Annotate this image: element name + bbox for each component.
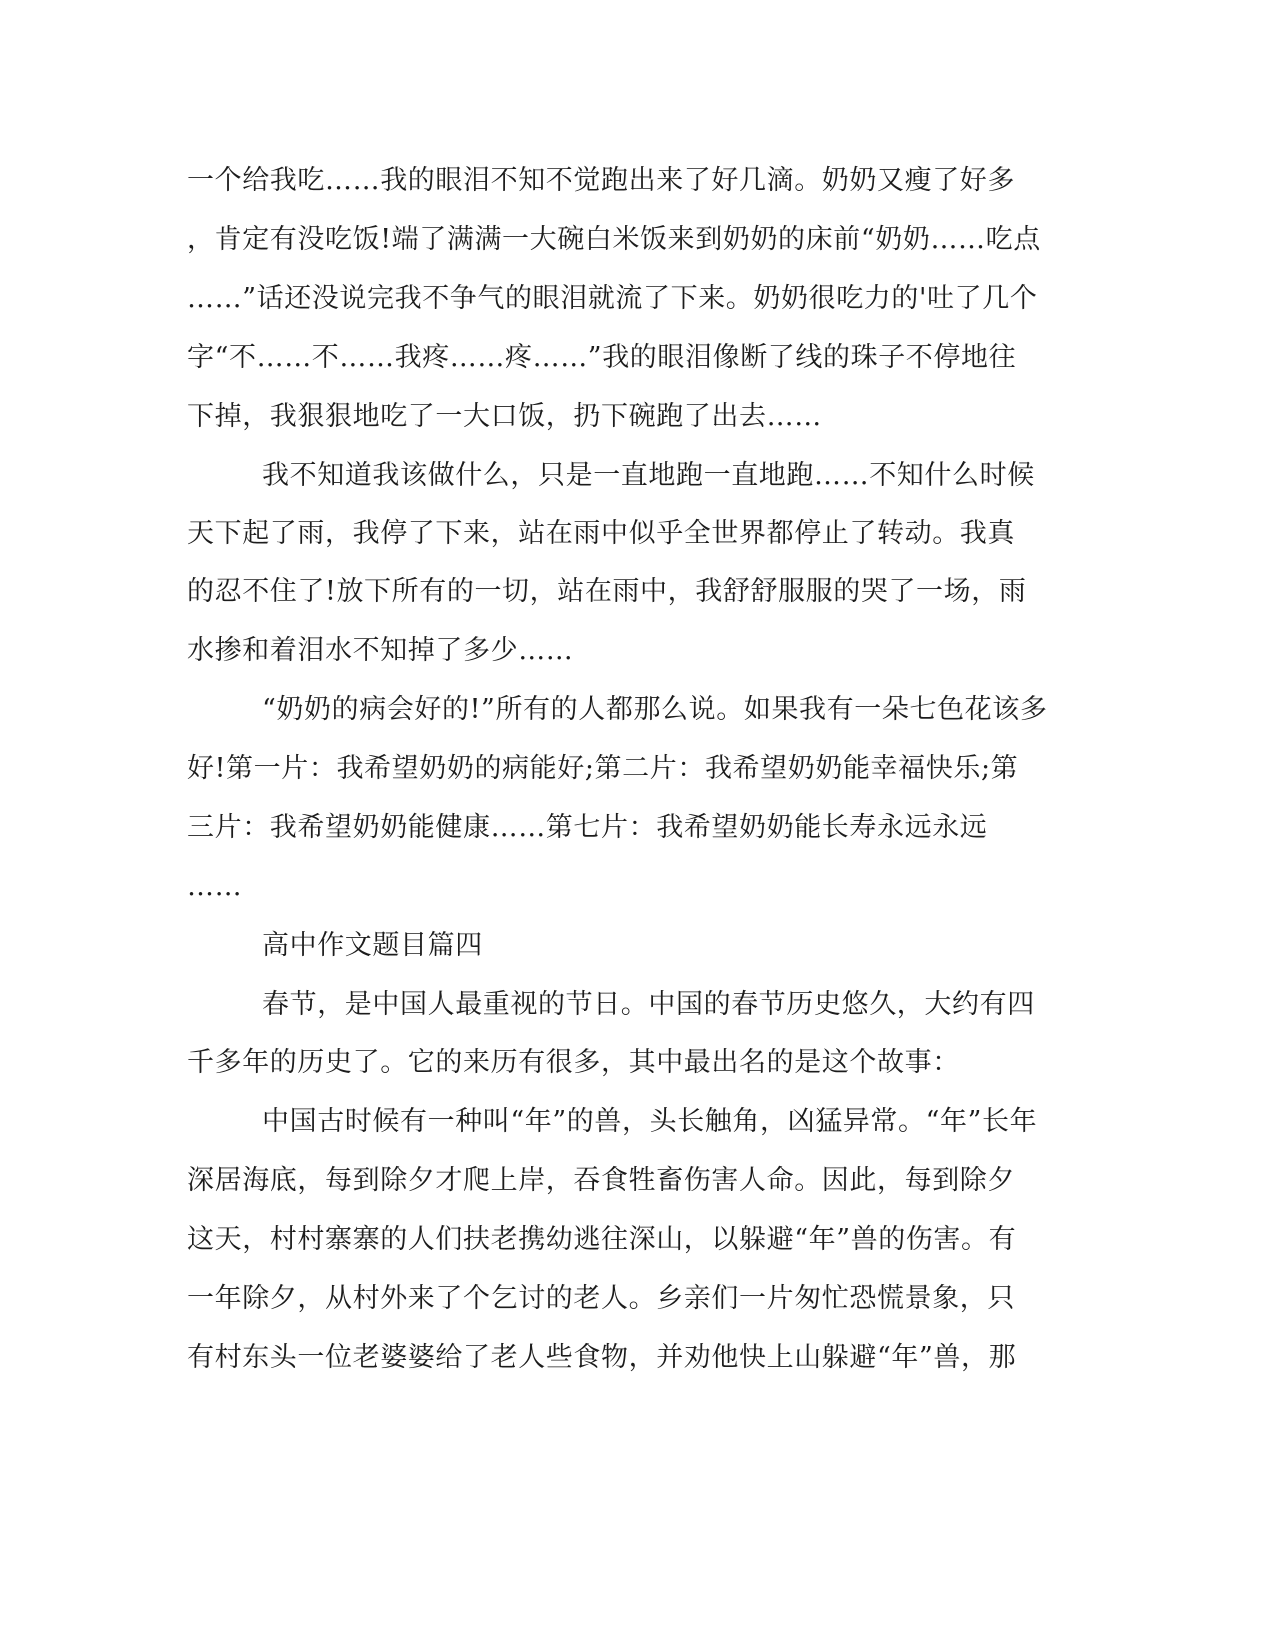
section-heading: 高中作文题目篇四: [262, 930, 483, 961]
text-line: 这天，村村寨寨的人们扶老携幼逃往深山，以躲避“年”兽的伤害。有: [187, 1224, 1017, 1255]
text-line: 千多年的历史了。它的来历有很多，其中最出名的是这个故事：: [187, 1047, 960, 1078]
text-line: 有村东头一位老婆婆给了老人些食物，并劝他快上山躲避“年”兽，那: [187, 1342, 1017, 1373]
text-line: 天下起了雨，我停了下来，站在雨中似乎全世界都停止了转动。我真: [187, 518, 1015, 549]
text-line: ，肯定有没吃饭!端了满满一大碗白米饭来到奶奶的床前“奶奶……吃点: [187, 224, 1041, 255]
text-line: 下掉，我狠狠地吃了一大口饭，扔下碗跑了出去……: [187, 401, 822, 432]
text-line: ……: [187, 871, 243, 902]
text-line: 一年除夕，从村外来了个乞讨的老人。乡亲们一片匆忙恐慌景象，只: [187, 1283, 1015, 1314]
paragraph-first-line: 中国古时候有一种叫“年”的兽，头长触角，凶猛异常。“年”长年: [262, 1106, 1038, 1137]
text-line: 好!第一片：我希望奶奶的病能好;第二片：我希望奶奶能幸福快乐;第: [187, 753, 1019, 784]
paragraph-first-line: 春节，是中国人最重视的节日。中国的春节历史悠久，大约有四: [262, 989, 1035, 1020]
text-line: 的忍不住了!放下所有的一切，站在雨中，我舒舒服服的哭了一场，雨: [187, 576, 1027, 607]
text-line: 深居海底，每到除夕才爬上岸，吞食牲畜伤害人命。因此，每到除夕: [187, 1165, 1015, 1196]
text-line: 字“不……不……我疼……疼……”我的眼泪像断了线的珠子不停地往: [187, 342, 1017, 373]
paragraph-first-line: “奶奶的病会好的!”所有的人都那么说。如果我有一朵七色花该多: [262, 694, 1048, 725]
text-line: ……”话还没说完我不争气的眼泪就流了下来。奶奶很吃力的'吐了几个: [187, 283, 1038, 314]
text-line: 一个给我吃……我的眼泪不知不觉跑出来了好几滴。奶奶又瘦了好多: [187, 165, 1015, 196]
text-line: 水掺和着泪水不知掉了多少……: [187, 635, 574, 666]
paragraph-first-line: 我不知道我该做什么，只是一直地跑一直地跑……不知什么时候: [262, 460, 1035, 491]
text-line: 三片：我希望奶奶能健康……第七片：我希望奶奶能长寿永远永远: [187, 812, 988, 843]
